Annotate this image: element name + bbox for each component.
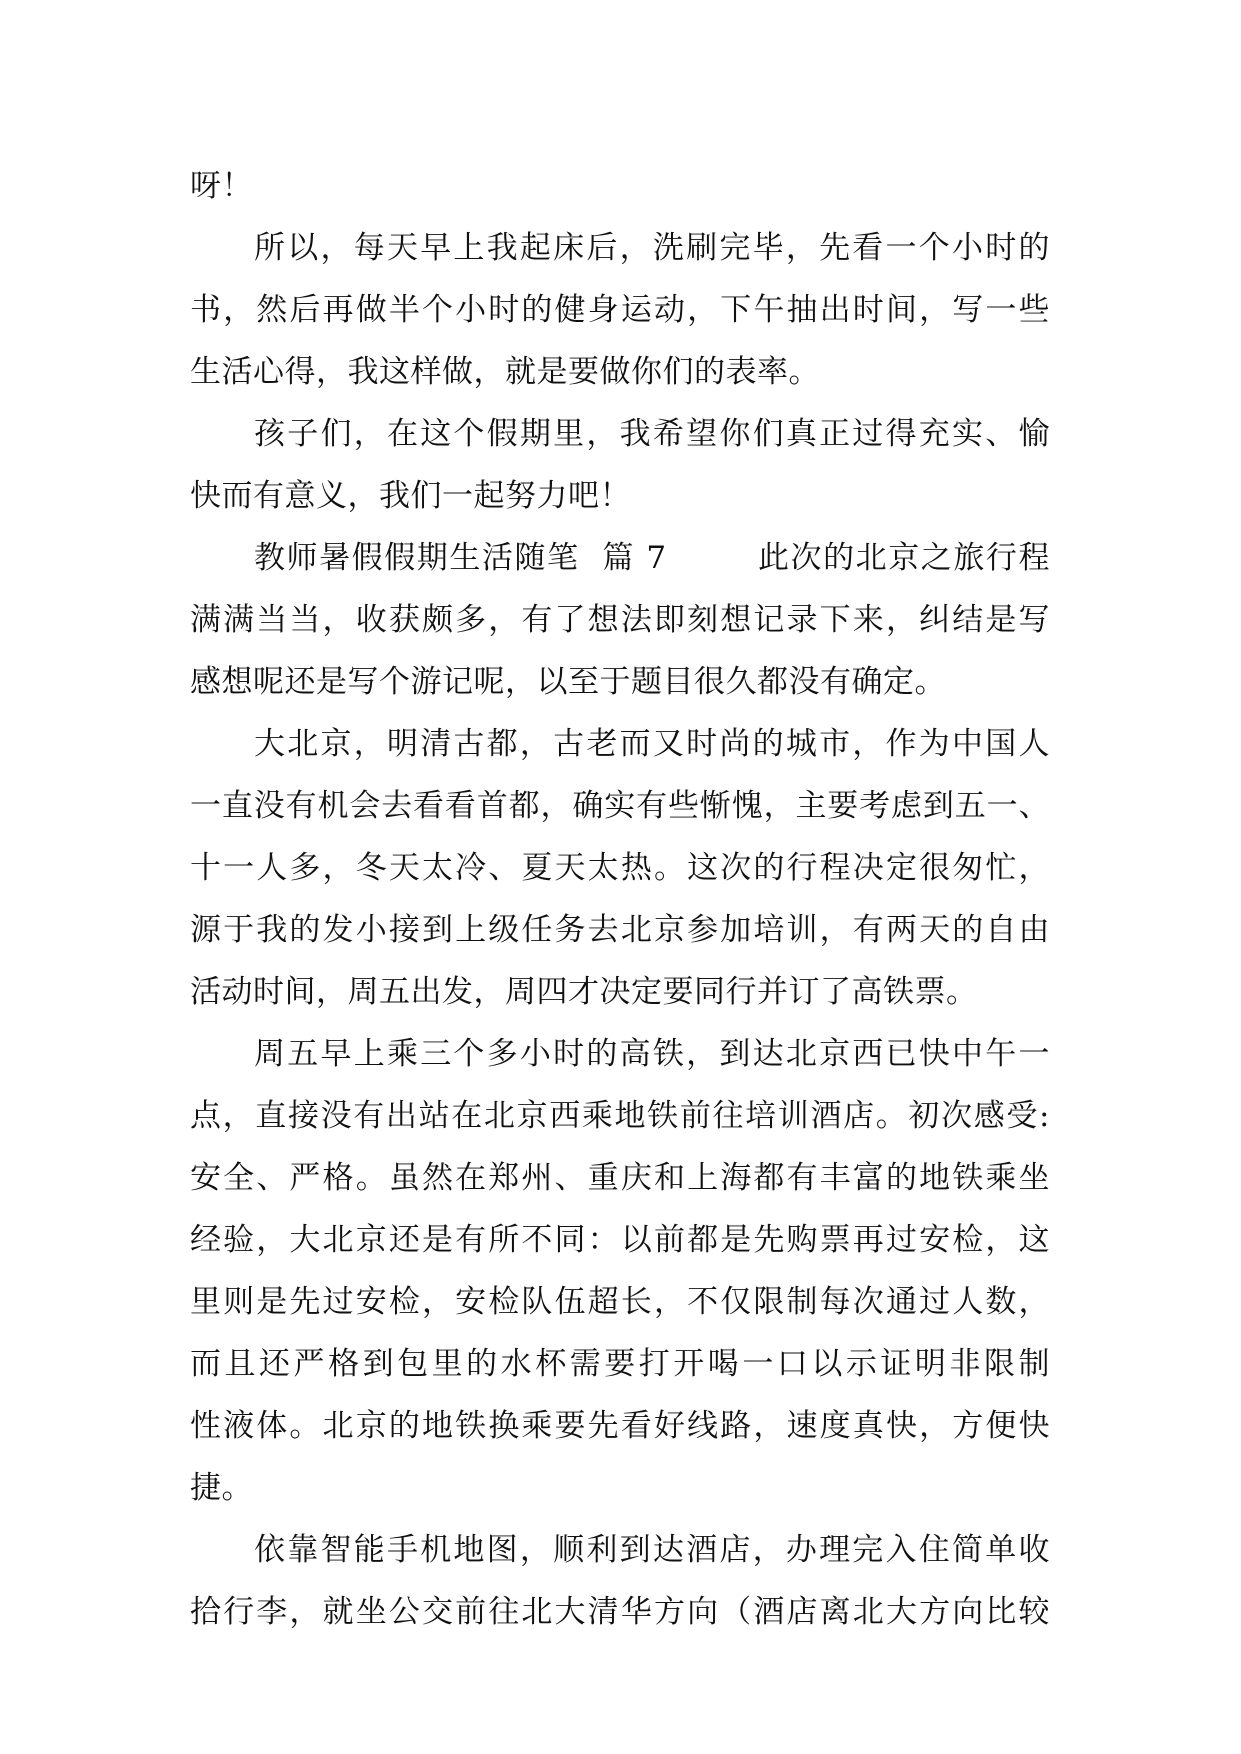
- paragraph-line: 而且还严格到包里的水杯需要打开喝一口以示证明非限制: [190, 1346, 1050, 1382]
- paragraph-line: 经验，大北京还是有所不同：以前都是先购票再过安检，这: [190, 1222, 1050, 1258]
- paragraph-line: 源于我的发小接到上级任务去北京参加培训，有两天的自由: [190, 912, 1050, 948]
- paragraph-line: 大北京，明清古都，古老而又时尚的城市，作为中国人: [254, 726, 1050, 762]
- paragraph-line: 孩子们，在这个假期里，我希望你们真正过得充实、愉: [254, 416, 1050, 452]
- paragraph-line: 安全、严格。虽然在郑州、重庆和上海都有丰富的地铁乘坐: [190, 1160, 1050, 1196]
- paragraph-line: 十一人多，冬天太冷、夏天太热。这次的行程决定很匆忙，: [190, 850, 1050, 886]
- document-body: [190, 155, 1050, 1643]
- paragraph-line: 性液体。北京的地铁换乘要先看好线路，速度真快，方便快: [190, 1408, 1050, 1444]
- paragraph-line: 依靠智能手机地图，顺利到达酒店，办理完入住简单收: [254, 1532, 1050, 1568]
- paragraph-line: 捷。: [190, 1470, 253, 1506]
- paragraph-line: 书，然后再做半个小时的健身运动，下午抽出时间，写一些: [190, 292, 1050, 328]
- paragraph-line: 拾行李，就坐公交前往北大清华方向（酒店离北大方向比较: [190, 1594, 1050, 1630]
- paragraph-line: 里则是先过安检，安检队伍超长，不仅限制每次通过人数，: [190, 1284, 1050, 1320]
- paragraph-line: 感想呢还是写个游记呢，以至于题目很久都没有确定。: [190, 664, 946, 700]
- paragraph-line: 生活心得，我这样做，就是要做你们的表率。: [190, 354, 820, 390]
- paragraph-line: 呀！: [190, 168, 253, 204]
- paragraph-line: 活动时间，周五出发，周四才决定要同行并订了高铁票。: [190, 974, 978, 1010]
- paragraph-line: 快而有意义，我们一起努力吧！: [190, 478, 631, 514]
- paragraph-line: 一直没有机会去看看首都，确实有些惭愧，主要考虑到五一、: [190, 788, 1050, 824]
- paragraph-line: 点，直接没有出站在北京西乘地铁前往培训酒店。初次感受:: [190, 1098, 1050, 1134]
- paragraph-line: 所以，每天早上我起床后，洗刷完毕，先看一个小时的: [254, 230, 1050, 266]
- paragraph-line: 周五早上乘三个多小时的高铁，到达北京西已快中午一: [254, 1036, 1050, 1072]
- section-heading-line: 教师暑假假期生活随笔 篇 7 此次的北京之旅行程: [254, 540, 1050, 576]
- paragraph-line: 满满当当，收获颇多，有了想法即刻想记录下来，纠结是写: [190, 602, 1050, 638]
